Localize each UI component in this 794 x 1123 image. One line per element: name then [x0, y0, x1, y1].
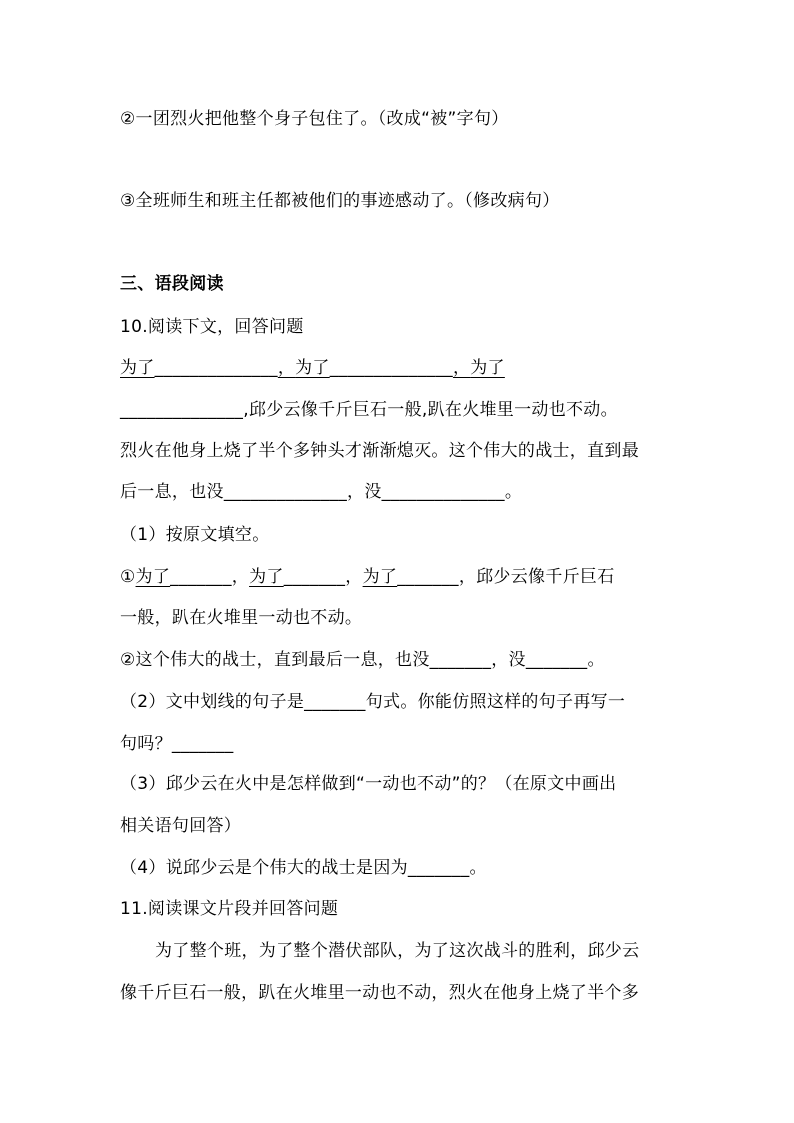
- blank-e: ______________: [381, 482, 505, 502]
- sub-question-1-item-a: [120, 565, 615, 589]
- underlined-phrase-3: 为了: [362, 567, 398, 587]
- sub-question-1-label: （1）按原文填空。: [120, 525, 270, 545]
- blank-b: ______________: [329, 358, 453, 378]
- sub-question-1-item-a-continued: 一般，趴在火堆里一动也不动。: [120, 608, 363, 628]
- section-3-heading: 三、语段阅读: [120, 274, 224, 294]
- underlined-phrase-b: 为了: [295, 358, 330, 378]
- separator-1: ，: [277, 358, 296, 378]
- passage-line-2: [120, 398, 618, 422]
- question-10-title: 10.阅读下文，回答问题: [120, 317, 304, 337]
- question-11-title: 11.阅读课文片段并回答问题: [120, 899, 339, 919]
- passage-line-3: 烈火在他身上烧了半个多钟头才渐渐熄灭。这个伟大的战士，直到最: [120, 441, 639, 461]
- passage-line-2-text: ,邱少云像千斤巨石一般,趴在火堆里一动也不动。: [243, 400, 618, 420]
- sub-question-1-item-b: ②这个伟大的战士，直到最后一息，也没_______，没_______。: [120, 650, 605, 670]
- separator: ，: [345, 567, 363, 587]
- passage-line-4-text-c: 。: [504, 482, 523, 502]
- sub-question-4: （4）说邱少云是个伟大的战士是因为_______。: [120, 858, 487, 878]
- passage-line-4-text-a: 后一息，也没: [120, 482, 224, 502]
- passage-line-4: [120, 480, 522, 504]
- underlined-phrase-a: 为了: [120, 358, 155, 378]
- blank-2: _______: [283, 567, 346, 587]
- underlined-phrase-c: 为了: [470, 358, 505, 378]
- passage-line-4-text-b: ，没: [347, 482, 382, 502]
- sub-question-2-line-1: （2）文中划线的句子是_______句式。你能仿照这样的句子再写一: [120, 692, 626, 712]
- item-a-text: ，邱少云像千斤巨石: [458, 567, 615, 587]
- sub-question-2-line-2: 句吗？_______: [120, 734, 234, 754]
- question-9-item-2: ②一团烈火把他整个身子包住了。（改成“被”字句）: [120, 109, 509, 129]
- blank-a: ______________: [154, 358, 278, 378]
- blank-c: ______________: [120, 400, 244, 420]
- item-number: ①: [120, 567, 136, 587]
- blank-3: _______: [397, 567, 459, 587]
- sub-question-3-line-2: 相关语句回答）: [120, 816, 242, 836]
- question-11-paragraph-line-2: 像千斤巨石一般，趴在火堆里一动也不动，烈火在他身上烧了半个多: [120, 983, 639, 1003]
- underlined-phrase-1: 为了: [135, 567, 171, 587]
- underlined-phrase-2: 为了: [249, 567, 284, 587]
- blank-d: ______________: [223, 482, 348, 502]
- sub-question-3-line-1: （3）邱少云在火中是怎样做到“一动也不动”的？（在原文中画出: [120, 774, 617, 794]
- separator: ，: [231, 567, 250, 587]
- question-11-paragraph-line-1: 为了整个班，为了整个潜伏部队，为了这次战斗的胜利，邱少云: [155, 941, 640, 961]
- question-9-item-3: ③全班师生和班主任都被他们的事迹感动了。（修改病句）: [120, 191, 560, 211]
- blank-1: _______: [170, 567, 232, 587]
- separator-2: ，: [452, 358, 471, 378]
- passage-line-1: [120, 356, 505, 380]
